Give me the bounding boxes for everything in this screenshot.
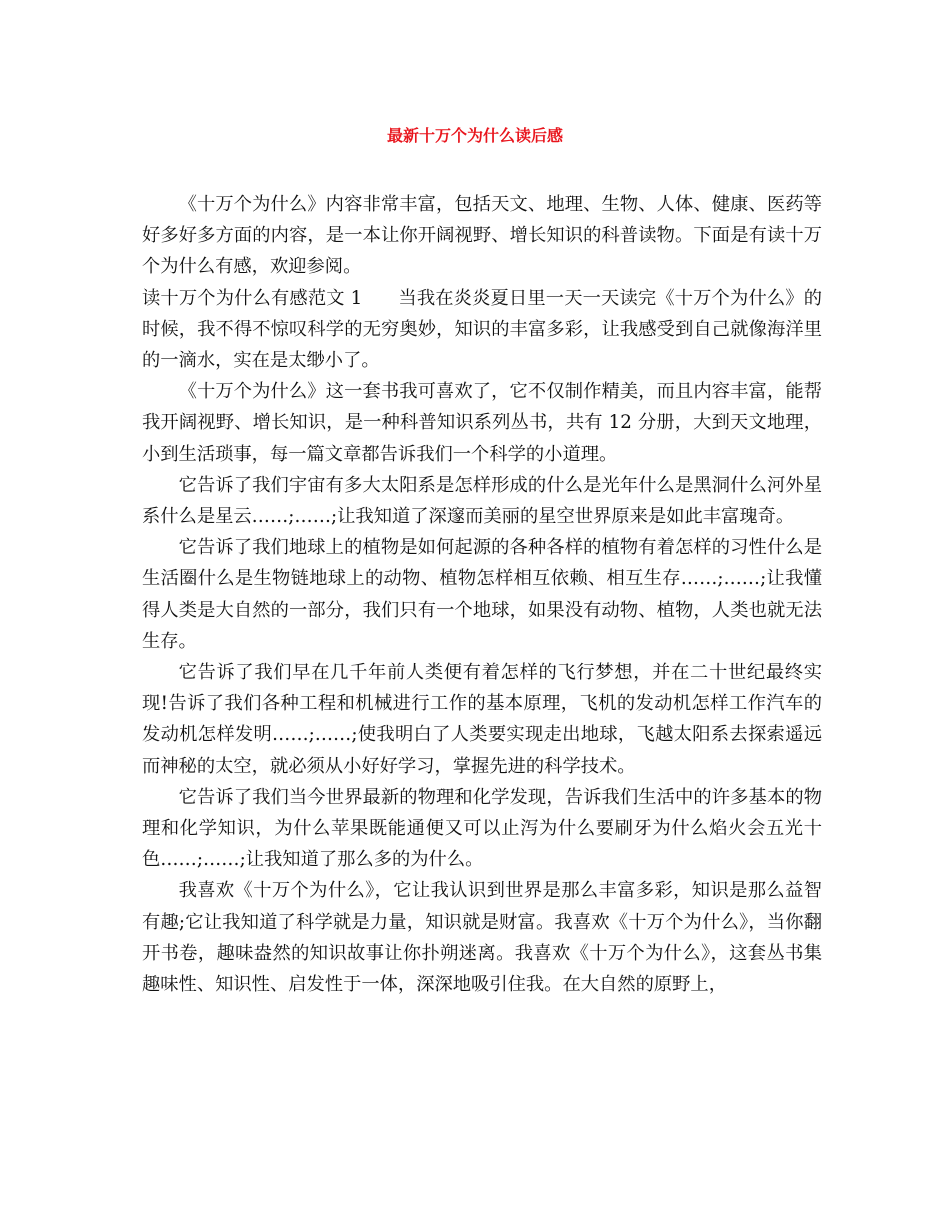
paragraph-conclusion: 我喜欢《十万个为什么》，它让我认识到世界是那么丰富多彩，知识是那么益智有趣;它让我知道了科学就是力量，知识就是财富。我喜欢《十万个为什么》，当你翻开书卷，趣味盎然的知识故事让你扑朔迷离。我喜欢《十万个为什么》，这套丛书集趣味性、知识性、启发性于一体，深深地吸引住我。在大自然的原野上， — [142, 880, 822, 996]
essay-heading: 读十万个为什么有感范文 1 — [142, 287, 363, 309]
paragraph-engineering: 它告诉了我们早在几千年前人类便有着怎样的飞行梦想，并在二十世纪最终实现!告诉了我们各种工程和机械进行工作的基本原理，飞机的发动机怎样工作汽车的发动机怎样发明……;……;使我明白了人类要实现走出地球，飞越太阳系去探索遥远而神秘的太空，就必须从小好好学习，掌握先进的科学技术。 — [142, 662, 822, 777]
paragraph-essay-start — [142, 283, 822, 377]
document-title: 最新十万个为什么读后感 — [386, 126, 563, 145]
paragraph-book-intro: 《十万个为什么》这一套书我可喜欢了，它不仅制作精美，而且内容丰富，能帮我开阔视野、增长知识，是一种科普知识系列丛书，共有 12 分册，大到天文地理，小到生活琐事，每一篇文章都告诉我们一个科学的小道理。 — [142, 381, 822, 465]
essay-opening-text: 当我在炎炎夏日里一天一天读完《十万个为什么》的时候，我不得不惊叹科学的无穷奥妙，知识的丰富多彩，让我感受到自己就像海洋里的一滴水，实在是太缈小了。 — [142, 287, 822, 372]
paragraph-physics-chemistry: 它告诉了我们当今世界最新的物理和化学发现，告诉我们生活中的许多基本的物理和化学知识，为什么苹果既能通便又可以止泻为什么要刷牙为什么焰火会五光十色……;……;让我知道了那么多的为什么。 — [142, 786, 822, 871]
document-body — [142, 189, 822, 1000]
paragraph-biology: 它告诉了我们地球上的植物是如何起源的各种各样的植物有着怎样的习性什么是生活圈什么是生物链地球上的动物、植物怎样相互依赖、相互生存……;……;让我懂得人类是大自然的一部分，我们只有一个地球，如果没有动物、植物，人类也就无法生存。 — [142, 537, 822, 652]
paragraph-intro: 《十万个为什么》内容非常丰富，包括天文、地理、生物、人体、健康、医药等好多好多方面的内容，是一本让你开阔视野、增长知识的科普读物。下面是有读十万个为什么有感，欢迎参阅。 — [142, 194, 822, 278]
paragraph-astronomy: 它告诉了我们宇宙有多大太阳系是怎样形成的什么是光年什么是黑洞什么河外星系什么是星云……;……;让我知道了深邃而美丽的星空世界原来是如此丰富瑰奇。 — [142, 474, 822, 528]
